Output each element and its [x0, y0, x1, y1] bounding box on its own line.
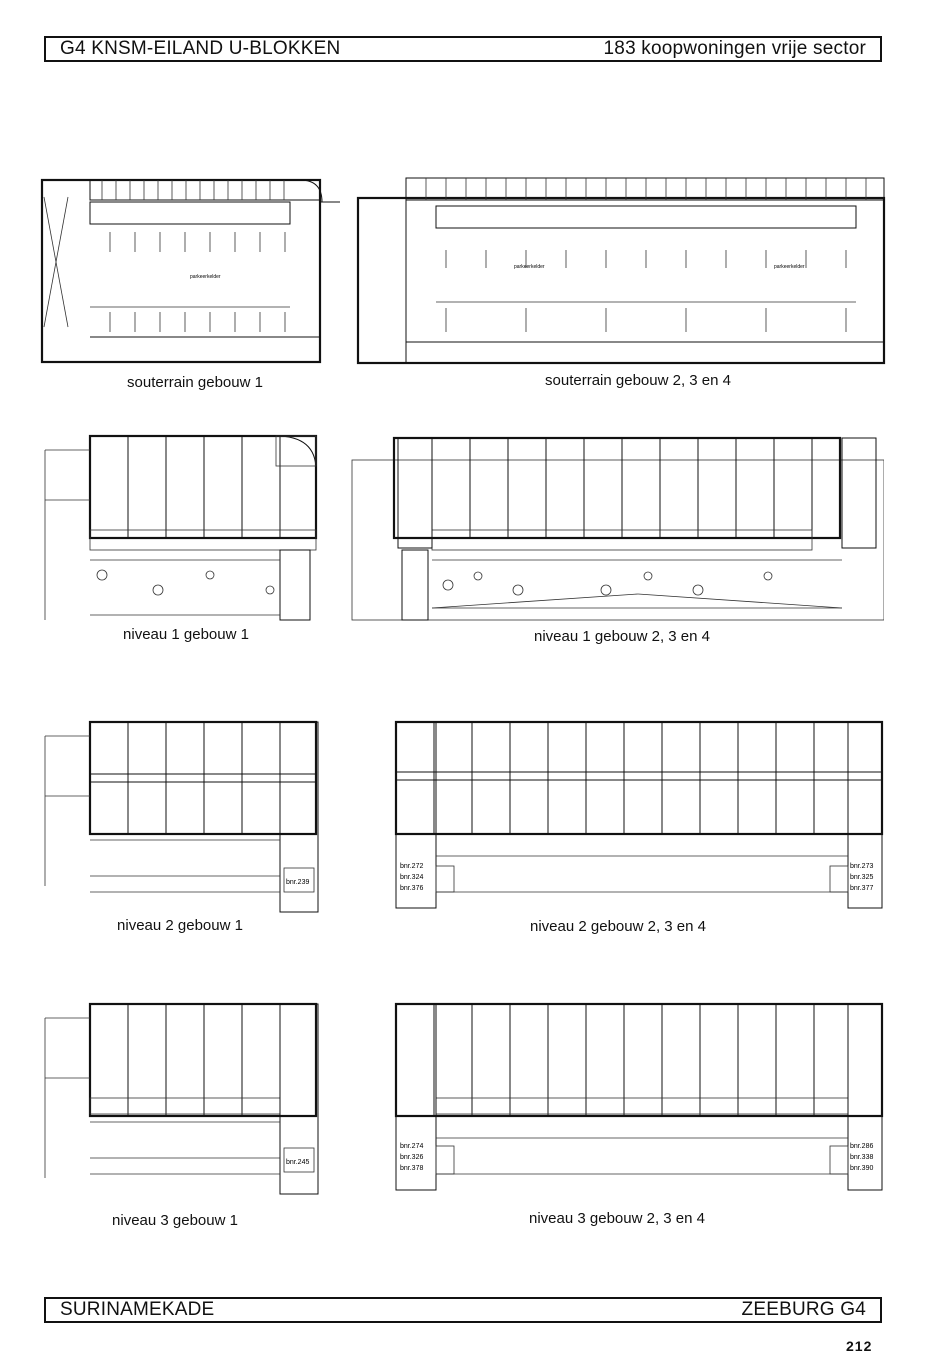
caption-level2-building-1: niveau 2 gebouw 1	[117, 917, 243, 934]
plan-basement-building-1	[40, 172, 340, 367]
dwelling-count: 183 koopwoningen vrije sector	[603, 38, 866, 59]
unit-number-label: bnr.326	[400, 1154, 424, 1161]
plan-basement-building-2-3-4	[356, 172, 886, 367]
parking-label-a: parkeerkelder	[514, 264, 545, 270]
plan-level2-building-1	[40, 716, 340, 916]
plan-level3-building-1	[40, 998, 340, 1198]
footer-bar	[44, 1297, 882, 1323]
unit-number-label: bnr.274	[400, 1143, 424, 1150]
plan-level1-building-1	[40, 430, 340, 625]
unit-number-label: bnr.377	[850, 885, 874, 892]
plan-level3-building-2-3-4	[350, 998, 886, 1193]
caption-level3-building-2-3-4: niveau 3 gebouw 2, 3 en 4	[529, 1210, 705, 1227]
district-label: ZEEBURG G4	[741, 1299, 866, 1320]
parking-label: parkeerkelder	[190, 274, 221, 280]
location-label: SURINAMEKADE	[60, 1299, 215, 1320]
caption-basement-building-1: souterrain gebouw 1	[127, 374, 263, 391]
caption-level3-building-1: niveau 3 gebouw 1	[112, 1212, 238, 1229]
unit-number-label: bnr.338	[850, 1154, 874, 1161]
unit-number-label: bnr.324	[400, 874, 424, 881]
unit-number-label: bnr.376	[400, 885, 424, 892]
plan-level1-building-2-3-4	[348, 430, 884, 625]
caption-basement-building-2-3-4: souterrain gebouw 2, 3 en 4	[545, 372, 731, 389]
unit-number-label: bnr.273	[850, 863, 874, 870]
unit-number-label: bnr.239	[286, 879, 310, 886]
caption-level1-building-2-3-4: niveau 1 gebouw 2, 3 en 4	[534, 628, 710, 645]
project-title: G4 KNSM-EILAND U-BLOKKEN	[60, 38, 341, 59]
unit-number-label: bnr.325	[850, 874, 874, 881]
page-number: 212	[846, 1338, 873, 1354]
parking-label-b: parkeerkelder	[774, 264, 805, 270]
caption-level1-building-1: niveau 1 gebouw 1	[123, 626, 249, 643]
unit-number-label: bnr.245	[286, 1159, 310, 1166]
unit-number-label: bnr.272	[400, 863, 424, 870]
unit-number-label: bnr.378	[400, 1165, 424, 1172]
header-bar	[44, 36, 882, 62]
caption-level2-building-2-3-4: niveau 2 gebouw 2, 3 en 4	[530, 918, 706, 935]
plan-level2-building-2-3-4	[350, 716, 886, 911]
unit-number-label: bnr.390	[850, 1165, 874, 1172]
unit-number-label: bnr.286	[850, 1143, 874, 1150]
